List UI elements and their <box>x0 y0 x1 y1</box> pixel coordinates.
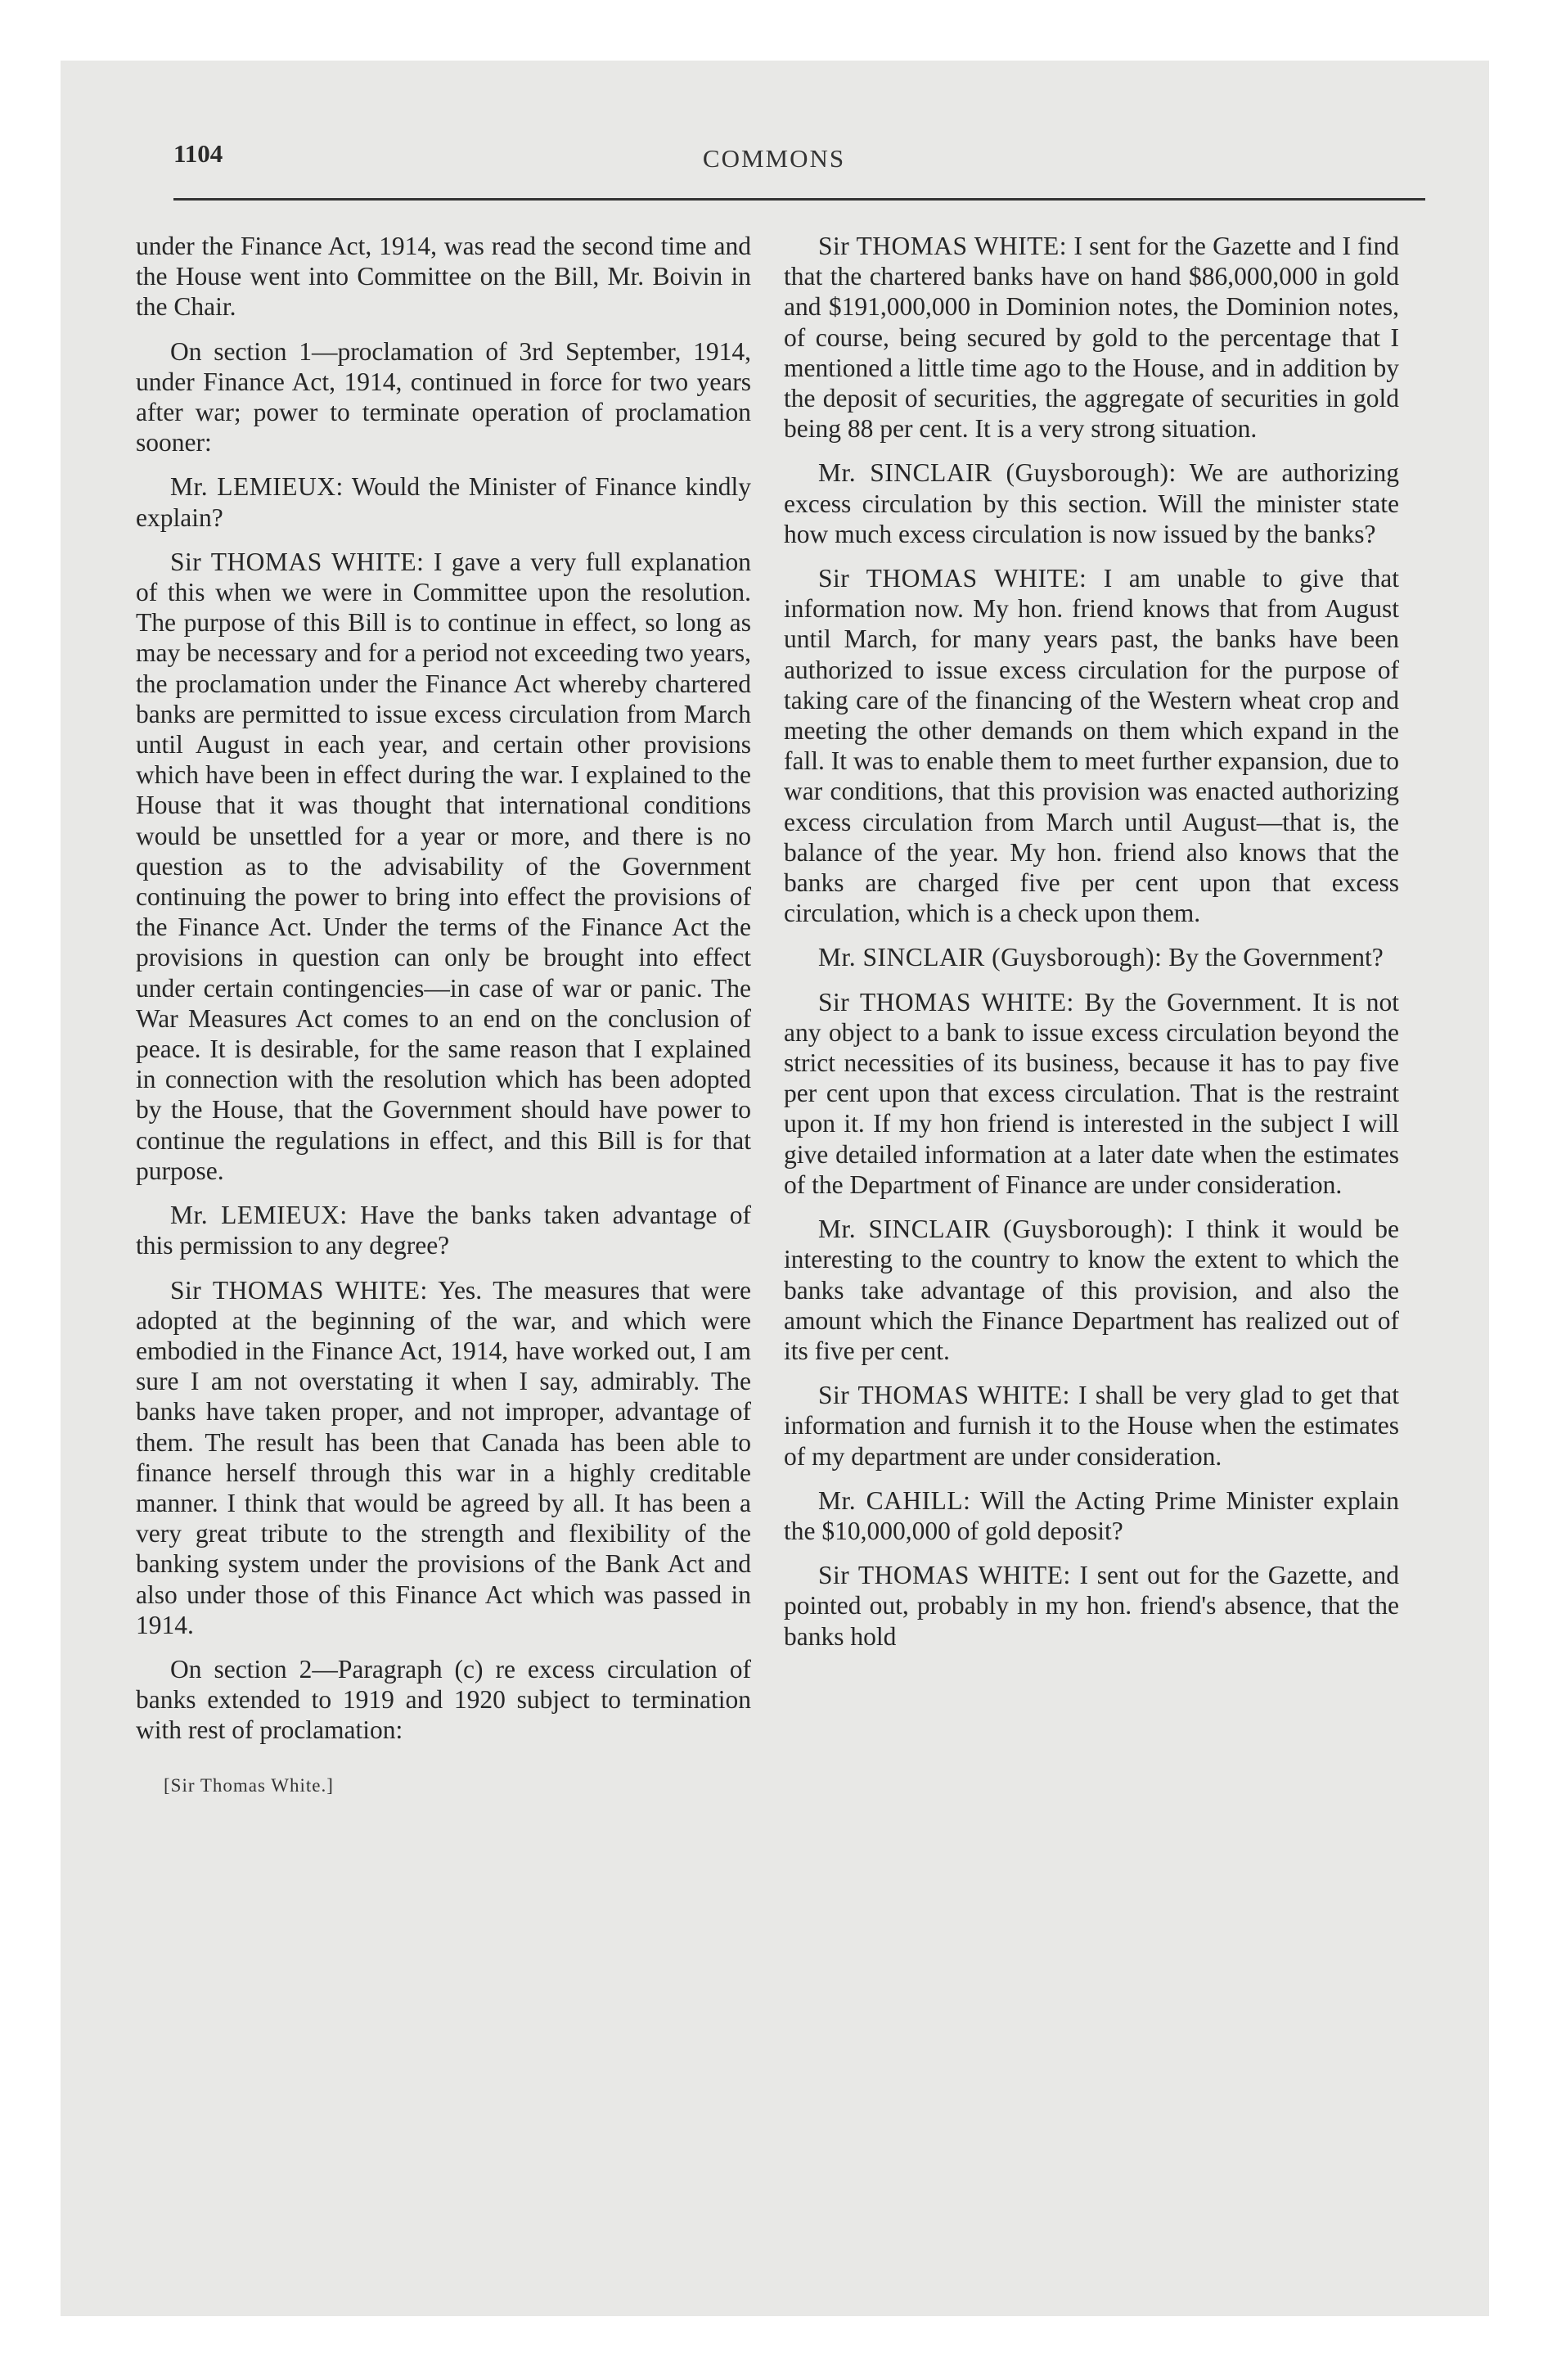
paragraph <box>136 1200 751 1260</box>
speaker-name: Sir THOMAS WHITE: <box>818 564 1087 593</box>
speaker-footer-reference: [Sir Thomas White.] <box>164 1774 334 1796</box>
speaker-name: Sir THOMAS WHITE: <box>170 547 425 576</box>
speaker-name: Mr. CAHILL: <box>818 1485 971 1515</box>
paragraph <box>784 942 1399 972</box>
paragraph <box>136 1654 751 1746</box>
paragraph <box>784 987 1399 1200</box>
speaker-name: Sir THOMAS WHITE: <box>818 987 1074 1016</box>
paragraph-text: I am unable to give that information now. My hon. friend knows that from August until March, for many years past, the banks have been authorized to issue excess circulation for the purpose of taking care of the financing of the Western wheat crop and meeting the other demands on them which expand in the fall. It was to enable them to meet further expansion, due to war conditions, that this provision was enacted authorizing excess circulation from March until August—that is, the balance of the year. My hon. friend also knows that the banks are charged five per cent upon that excess circulation, which is a check upon them. <box>784 564 1399 928</box>
paragraph <box>136 471 751 532</box>
speaker-name: Sir THOMAS WHITE: <box>818 1561 1071 1590</box>
right-column <box>784 231 1399 1666</box>
running-head: COMMONS <box>702 144 846 173</box>
paragraph <box>136 1275 751 1640</box>
paragraph <box>784 458 1399 549</box>
left-column <box>136 231 751 1801</box>
speaker-name: Mr. SINCLAIR (Guysborough): <box>818 1215 1174 1244</box>
paragraph-text: By the Government. It is not any object to a bank to issue excess circulation beyond the strict necessities of its business, because it has to pay five per cent upon that excess circulation. That is the restraint upon it. If my hon friend is interested in the subject I will give detailed information at a later date when the estimates of the Department of Finance are under consideration. <box>784 987 1399 1199</box>
speaker-name: Mr. LEMIEUX: <box>170 472 344 502</box>
paragraph <box>784 563 1399 928</box>
paragraph-text: On section 2—Paragraph (c) re excess circulation of banks extended to 1919 and 1920 subject to termination with rest of proclamation: <box>136 1654 751 1745</box>
page-number: 1104 <box>173 139 223 168</box>
paragraph <box>784 1485 1399 1546</box>
paragraph-text: By the Government? <box>1168 943 1384 972</box>
paragraph-text: On section 1—proclamation of 3rd September, 1914, under Finance Act, 1914, continued in force for two years after war; power to terminate operation of proclamation sooner: <box>136 336 751 458</box>
paragraph <box>136 231 751 322</box>
speaker-name: Mr. SINCLAIR (Guysborough): <box>818 458 1177 488</box>
paragraph <box>136 547 751 1186</box>
speaker-name: Mr. LEMIEUX: <box>170 1201 348 1230</box>
paragraph-text: Would the Minister of Finance kindly explain? <box>136 472 752 532</box>
paragraph-text: I sent out for the Gazette, and pointed out, probably in my hon. friend's absence, that the banks hold <box>784 1561 1400 1651</box>
speaker-name: Mr. SINCLAIR (Guysborough): <box>818 943 1163 972</box>
paragraph <box>784 1560 1399 1652</box>
speaker-name: Sir THOMAS WHITE: <box>818 232 1068 260</box>
paragraph <box>784 231 1399 444</box>
paragraph <box>784 1214 1399 1366</box>
paragraph <box>784 1380 1399 1472</box>
paragraph <box>136 336 751 458</box>
paragraph-text: I sent for the Gazette and I find that the chartered banks have on hand $86,000,000 in gold and $191,000,000 in Dominion notes, the Dominion notes, of course, being secured by gold to the percentage that I mentioned a little time ago to the House, and in addition by the deposit of securities, the aggregate of securities in gold being 88 per cent. It is a very strong situation. <box>784 232 1400 444</box>
paragraph-text: I shall be very glad to get that information and furnish it to the House when the estimates of my department are under consideration. <box>784 1381 1400 1471</box>
paragraph-text: I gave a very full explanation of this when we were in Committee upon the resolution. The purpose of this Bill is to continue in effect, so long as may be necessary and for a period not exceeding two years, the proclamation under the Finance Act whereby chartered banks are permitted to issue excess circulation from March until August in each year, and certain other provisions which have been in effect during the war. I explained to the House that it was thought that international conditions would be unsettled for a year or more, and there is no question as to the advisability of the Government continuing the power to bring into effect the provisions of the Finance Act. Under the terms of the Finance Act the provisions in question can only be brought into effect under certain contingencies—in case of war or panic. The War Measures Act comes to an end on the conclusion of peace. It is desirable, for the same reason that I explained in connection with the resolution which has been adopted by the House, that the Government should have power to continue the regulations in effect, and this Bill is for that purpose. <box>136 547 752 1185</box>
paragraph-text: I think it would be interesting to the country to know the extent to which the banks take advantage of this provision, and also the amount which the Finance Department has realized out of its five per cent. <box>784 1215 1400 1365</box>
paragraph-text: We are authorizing excess circulation by this section. Will the minister state how much excess circulation is now issued by the banks? <box>784 458 1399 548</box>
paragraph-text: Have the banks taken advantage of this permission to any degree? <box>136 1201 752 1260</box>
paragraph-text: Will the Acting Prime Minister explain the $10,000,000 of gold deposit? <box>784 1485 1400 1545</box>
paragraph-text: Yes. The measures that were adopted at the beginning of the war, and which were embodied in the Finance Act, 1914, have worked out, I am sure I am not overstating it when I say, admirably. The banks have taken proper, and not improper, advantage of them. The result has been that Canada has been able to finance herself through this war in a highly creditable manner. I think that would be agreed by all. It has been a very great tribute to the strength and flexibility of the banking system under the provisions of the Bank Act and also under those of this Finance Act which was passed in 1914. <box>136 1275 751 1639</box>
header-rule <box>173 198 1425 201</box>
speaker-name: Sir THOMAS WHITE: <box>818 1381 1070 1410</box>
speaker-name: Sir THOMAS WHITE: <box>170 1275 428 1305</box>
paragraph-text: under the Finance Act, 1914, was read the second time and the House went into Committee on the Bill, Mr. Boivin in the Chair. <box>136 232 751 322</box>
